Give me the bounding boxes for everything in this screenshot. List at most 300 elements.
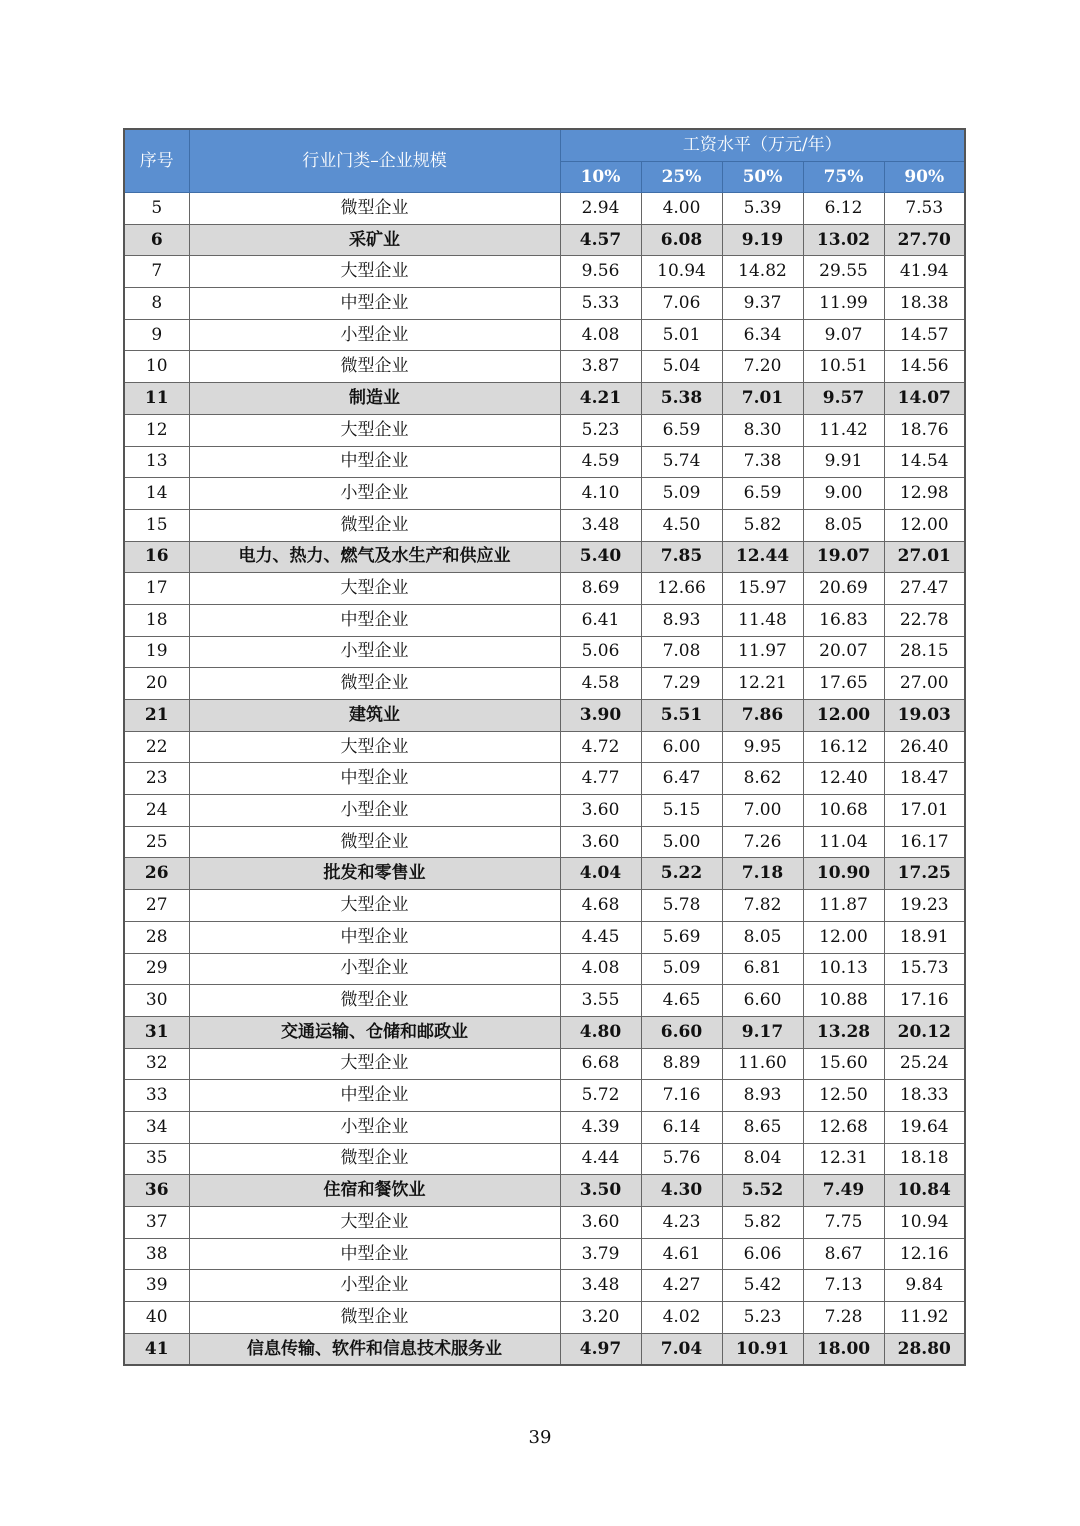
- wage-p90: 18.91: [884, 921, 965, 953]
- table-row: [124, 795, 965, 827]
- wage-p50: 9.19: [722, 224, 803, 256]
- wage-p25: 5.51: [641, 700, 722, 732]
- wage-p50: 7.82: [722, 890, 803, 922]
- wage-p50: 7.86: [722, 700, 803, 732]
- enterprise-scale: 中型企业: [189, 763, 560, 795]
- wage-p50: 8.93: [722, 1080, 803, 1112]
- wage-p50: 5.42: [722, 1270, 803, 1302]
- wage-p50: 5.39: [722, 193, 803, 225]
- table-body: [124, 193, 965, 1366]
- wage-p75: 12.00: [803, 921, 884, 953]
- wage-p25: 5.09: [641, 478, 722, 510]
- wage-p75: 16.12: [803, 731, 884, 763]
- wage-p25: 6.60: [641, 1016, 722, 1048]
- industry-name: 住宿和餐饮业: [189, 1175, 560, 1207]
- wage-p90: 14.56: [884, 351, 965, 383]
- row-serial-number: 13: [124, 446, 189, 478]
- wage-p50: 11.60: [722, 1048, 803, 1080]
- wage-p75: 16.83: [803, 604, 884, 636]
- row-serial-number: 23: [124, 763, 189, 795]
- table-row: [124, 953, 965, 985]
- wage-p75: 8.05: [803, 509, 884, 541]
- wage-p75: 20.69: [803, 573, 884, 605]
- row-serial-number: 31: [124, 1016, 189, 1048]
- wage-p50: 6.60: [722, 985, 803, 1017]
- wage-p50: 10.91: [722, 1333, 803, 1365]
- wage-p75: 11.42: [803, 414, 884, 446]
- wage-p10: 4.08: [560, 319, 641, 351]
- header-p25: 25%: [641, 162, 722, 193]
- row-serial-number: 27: [124, 890, 189, 922]
- row-serial-number: 32: [124, 1048, 189, 1080]
- row-serial-number: 38: [124, 1238, 189, 1270]
- wage-p50: 6.06: [722, 1238, 803, 1270]
- wage-p50: 15.97: [722, 573, 803, 605]
- wage-p90: 12.16: [884, 1238, 965, 1270]
- table-row: [124, 478, 965, 510]
- table-row: [124, 351, 965, 383]
- table-row: [124, 985, 965, 1017]
- wage-p75: 9.07: [803, 319, 884, 351]
- wage-p50: 7.18: [722, 858, 803, 890]
- wage-p50: 6.81: [722, 953, 803, 985]
- wage-p25: 12.66: [641, 573, 722, 605]
- table-row: [124, 446, 965, 478]
- row-serial-number: 41: [124, 1333, 189, 1365]
- wage-p10: 4.04: [560, 858, 641, 890]
- industry-name: 制造业: [189, 383, 560, 415]
- wage-p90: 12.98: [884, 478, 965, 510]
- wage-p25: 8.93: [641, 604, 722, 636]
- wage-p50: 8.05: [722, 921, 803, 953]
- table-row: [124, 193, 965, 225]
- wage-p25: 6.47: [641, 763, 722, 795]
- wage-p75: 15.60: [803, 1048, 884, 1080]
- row-serial-number: 29: [124, 953, 189, 985]
- wage-p10: 4.72: [560, 731, 641, 763]
- wage-p25: 5.00: [641, 826, 722, 858]
- wage-p50: 6.34: [722, 319, 803, 351]
- category-row: [124, 1333, 965, 1365]
- wage-p90: 16.17: [884, 826, 965, 858]
- wage-p90: 17.01: [884, 795, 965, 827]
- wage-p75: 20.07: [803, 636, 884, 668]
- wage-p90: 27.47: [884, 573, 965, 605]
- table-row: [124, 763, 965, 795]
- enterprise-scale: 中型企业: [189, 1238, 560, 1270]
- wage-p90: 15.73: [884, 953, 965, 985]
- wage-p25: 5.22: [641, 858, 722, 890]
- wage-p50: 11.97: [722, 636, 803, 668]
- wage-p90: 19.23: [884, 890, 965, 922]
- wage-p25: 7.06: [641, 288, 722, 320]
- wage-p50: 6.59: [722, 478, 803, 510]
- wage-p25: 7.85: [641, 541, 722, 573]
- wage-p50: 12.44: [722, 541, 803, 573]
- row-serial-number: 19: [124, 636, 189, 668]
- industry-name: 建筑业: [189, 700, 560, 732]
- wage-p90: 18.76: [884, 414, 965, 446]
- wage-p50: 8.62: [722, 763, 803, 795]
- wage-p90: 14.57: [884, 319, 965, 351]
- enterprise-scale: 小型企业: [189, 795, 560, 827]
- enterprise-scale: 小型企业: [189, 1111, 560, 1143]
- wage-p90: 27.00: [884, 668, 965, 700]
- wage-p75: 19.07: [803, 541, 884, 573]
- wage-p90: 17.25: [884, 858, 965, 890]
- row-serial-number: 34: [124, 1111, 189, 1143]
- wage-p10: 3.60: [560, 795, 641, 827]
- wage-p90: 27.01: [884, 541, 965, 573]
- enterprise-scale: 小型企业: [189, 319, 560, 351]
- enterprise-scale: 微型企业: [189, 509, 560, 541]
- enterprise-scale: 小型企业: [189, 1270, 560, 1302]
- wage-p10: 3.50: [560, 1175, 641, 1207]
- wage-p25: 7.08: [641, 636, 722, 668]
- table-row: [124, 1207, 965, 1239]
- table-row: [124, 573, 965, 605]
- wage-p75: 11.87: [803, 890, 884, 922]
- enterprise-scale: 大型企业: [189, 1207, 560, 1239]
- wage-p10: 5.33: [560, 288, 641, 320]
- enterprise-scale: 大型企业: [189, 890, 560, 922]
- wage-p75: 12.68: [803, 1111, 884, 1143]
- wage-p90: 18.38: [884, 288, 965, 320]
- enterprise-scale: 微型企业: [189, 193, 560, 225]
- wage-p90: 7.53: [884, 193, 965, 225]
- row-serial-number: 35: [124, 1143, 189, 1175]
- wage-p10: 4.59: [560, 446, 641, 478]
- table-row: [124, 1302, 965, 1334]
- wage-p75: 7.49: [803, 1175, 884, 1207]
- wage-p90: 26.40: [884, 731, 965, 763]
- wage-p90: 19.64: [884, 1111, 965, 1143]
- wage-p10: 3.48: [560, 1270, 641, 1302]
- wage-p25: 4.50: [641, 509, 722, 541]
- row-serial-number: 5: [124, 193, 189, 225]
- category-row: [124, 1175, 965, 1207]
- table-row: [124, 890, 965, 922]
- wage-p50: 5.23: [722, 1302, 803, 1334]
- row-serial-number: 26: [124, 858, 189, 890]
- wage-p25: 5.69: [641, 921, 722, 953]
- wage-p10: 3.55: [560, 985, 641, 1017]
- wage-p90: 20.12: [884, 1016, 965, 1048]
- table-row: [124, 1143, 965, 1175]
- wage-p10: 6.68: [560, 1048, 641, 1080]
- wage-p90: 12.00: [884, 509, 965, 541]
- wage-p10: 5.06: [560, 636, 641, 668]
- wage-p50: 7.00: [722, 795, 803, 827]
- wage-p25: 5.15: [641, 795, 722, 827]
- wage-p75: 6.12: [803, 193, 884, 225]
- wage-p10: 4.68: [560, 890, 641, 922]
- wage-p90: 18.18: [884, 1143, 965, 1175]
- wage-p10: 4.77: [560, 763, 641, 795]
- wage-p10: 4.57: [560, 224, 641, 256]
- table-row: [124, 921, 965, 953]
- row-serial-number: 25: [124, 826, 189, 858]
- wage-p10: 5.72: [560, 1080, 641, 1112]
- row-serial-number: 30: [124, 985, 189, 1017]
- wage-p75: 13.02: [803, 224, 884, 256]
- wage-p75: 18.00: [803, 1333, 884, 1365]
- row-serial-number: 36: [124, 1175, 189, 1207]
- wage-p10: 3.48: [560, 509, 641, 541]
- wage-p25: 7.16: [641, 1080, 722, 1112]
- row-serial-number: 28: [124, 921, 189, 953]
- wage-p75: 29.55: [803, 256, 884, 288]
- enterprise-scale: 中型企业: [189, 921, 560, 953]
- wage-p10: 4.10: [560, 478, 641, 510]
- wage-p90: 22.78: [884, 604, 965, 636]
- enterprise-scale: 微型企业: [189, 668, 560, 700]
- wage-p25: 6.14: [641, 1111, 722, 1143]
- wage-p90: 18.47: [884, 763, 965, 795]
- row-serial-number: 6: [124, 224, 189, 256]
- industry-name: 批发和零售业: [189, 858, 560, 890]
- wage-p50: 9.95: [722, 731, 803, 763]
- wage-p10: 4.58: [560, 668, 641, 700]
- row-serial-number: 33: [124, 1080, 189, 1112]
- wage-p25: 5.04: [641, 351, 722, 383]
- page-number: 39: [528, 1427, 552, 1448]
- wage-p10: 8.69: [560, 573, 641, 605]
- table-row: [124, 319, 965, 351]
- row-serial-number: 40: [124, 1302, 189, 1334]
- wage-p50: 14.82: [722, 256, 803, 288]
- wage-p90: 10.94: [884, 1207, 965, 1239]
- enterprise-scale: 小型企业: [189, 953, 560, 985]
- industry-name: 信息传输、软件和信息技术服务业: [189, 1333, 560, 1365]
- wage-p75: 7.13: [803, 1270, 884, 1302]
- wage-p75: 10.13: [803, 953, 884, 985]
- table-row: [124, 636, 965, 668]
- wage-p25: 4.00: [641, 193, 722, 225]
- wage-p50: 5.82: [722, 509, 803, 541]
- enterprise-scale: 微型企业: [189, 1143, 560, 1175]
- wage-p75: 11.04: [803, 826, 884, 858]
- table-row: [124, 604, 965, 636]
- wage-p75: 10.90: [803, 858, 884, 890]
- wage-p25: 5.09: [641, 953, 722, 985]
- wage-p75: 9.91: [803, 446, 884, 478]
- header-industry-scale: 行业门类–企业规模: [189, 129, 560, 193]
- row-serial-number: 9: [124, 319, 189, 351]
- row-serial-number: 8: [124, 288, 189, 320]
- wage-p50: 5.82: [722, 1207, 803, 1239]
- wage-p90: 10.84: [884, 1175, 965, 1207]
- wage-p50: 5.52: [722, 1175, 803, 1207]
- table-row: [124, 509, 965, 541]
- enterprise-scale: 微型企业: [189, 985, 560, 1017]
- header-p75: 75%: [803, 162, 884, 193]
- wage-p50: 7.38: [722, 446, 803, 478]
- table-row: [124, 826, 965, 858]
- wage-p75: 7.28: [803, 1302, 884, 1334]
- row-serial-number: 20: [124, 668, 189, 700]
- category-row: [124, 1016, 965, 1048]
- wage-p50: 7.20: [722, 351, 803, 383]
- category-row: [124, 383, 965, 415]
- wage-p90: 9.84: [884, 1270, 965, 1302]
- row-serial-number: 24: [124, 795, 189, 827]
- wage-p10: 4.44: [560, 1143, 641, 1175]
- wage-p25: 5.76: [641, 1143, 722, 1175]
- wage-p90: 28.80: [884, 1333, 965, 1365]
- wage-p90: 19.03: [884, 700, 965, 732]
- wage-p10: 4.80: [560, 1016, 641, 1048]
- wage-p10: 3.90: [560, 700, 641, 732]
- enterprise-scale: 大型企业: [189, 414, 560, 446]
- enterprise-scale: 大型企业: [189, 256, 560, 288]
- wage-p75: 13.28: [803, 1016, 884, 1048]
- row-serial-number: 12: [124, 414, 189, 446]
- industry-name: 采矿业: [189, 224, 560, 256]
- wage-p75: 7.75: [803, 1207, 884, 1239]
- category-row: [124, 858, 965, 890]
- row-serial-number: 10: [124, 351, 189, 383]
- table-row: [124, 256, 965, 288]
- wage-p25: 4.23: [641, 1207, 722, 1239]
- wage-p90: 11.92: [884, 1302, 965, 1334]
- wage-p25: 6.08: [641, 224, 722, 256]
- wage-p90: 17.16: [884, 985, 965, 1017]
- row-serial-number: 21: [124, 700, 189, 732]
- wage-p90: 27.70: [884, 224, 965, 256]
- table-header: [124, 129, 965, 193]
- row-serial-number: 18: [124, 604, 189, 636]
- wage-p25: 5.74: [641, 446, 722, 478]
- wage-p50: 11.48: [722, 604, 803, 636]
- row-serial-number: 7: [124, 256, 189, 288]
- wage-p25: 6.00: [641, 731, 722, 763]
- row-serial-number: 37: [124, 1207, 189, 1239]
- wage-p10: 4.21: [560, 383, 641, 415]
- wage-p25: 10.94: [641, 256, 722, 288]
- wage-table: [123, 128, 966, 1366]
- enterprise-scale: 大型企业: [189, 1048, 560, 1080]
- table-row: [124, 1238, 965, 1270]
- wage-p90: 18.33: [884, 1080, 965, 1112]
- table-row: [124, 1270, 965, 1302]
- category-row: [124, 700, 965, 732]
- wage-p50: 8.04: [722, 1143, 803, 1175]
- wage-p50: 9.17: [722, 1016, 803, 1048]
- wage-p25: 7.29: [641, 668, 722, 700]
- wage-p10: 5.40: [560, 541, 641, 573]
- enterprise-scale: 中型企业: [189, 446, 560, 478]
- table-row: [124, 288, 965, 320]
- wage-p25: 8.89: [641, 1048, 722, 1080]
- wage-p75: 11.99: [803, 288, 884, 320]
- wage-p25: 4.30: [641, 1175, 722, 1207]
- wage-p75: 10.88: [803, 985, 884, 1017]
- enterprise-scale: 中型企业: [189, 1080, 560, 1112]
- wage-p10: 9.56: [560, 256, 641, 288]
- wage-p25: 4.27: [641, 1270, 722, 1302]
- table-row: [124, 414, 965, 446]
- wage-p75: 12.00: [803, 700, 884, 732]
- wage-p90: 41.94: [884, 256, 965, 288]
- header-wage-level: 工资水平（万元/年）: [560, 129, 965, 162]
- wage-p90: 14.07: [884, 383, 965, 415]
- row-serial-number: 39: [124, 1270, 189, 1302]
- table-row: [124, 1080, 965, 1112]
- wage-p75: 8.67: [803, 1238, 884, 1270]
- wage-p75: 10.68: [803, 795, 884, 827]
- enterprise-scale: 中型企业: [189, 604, 560, 636]
- wage-p10: 3.79: [560, 1238, 641, 1270]
- wage-p50: 7.01: [722, 383, 803, 415]
- row-serial-number: 16: [124, 541, 189, 573]
- wage-p75: 12.31: [803, 1143, 884, 1175]
- wage-p25: 4.61: [641, 1238, 722, 1270]
- wage-p10: 3.60: [560, 1207, 641, 1239]
- table-row: [124, 1048, 965, 1080]
- row-serial-number: 11: [124, 383, 189, 415]
- wage-p25: 7.04: [641, 1333, 722, 1365]
- wage-p75: 17.65: [803, 668, 884, 700]
- wage-p50: 8.30: [722, 414, 803, 446]
- wage-p25: 5.78: [641, 890, 722, 922]
- category-row: [124, 541, 965, 573]
- wage-p10: 3.87: [560, 351, 641, 383]
- wage-p75: 9.57: [803, 383, 884, 415]
- wage-p25: 5.38: [641, 383, 722, 415]
- enterprise-scale: 微型企业: [189, 1302, 560, 1334]
- industry-name: 电力、热力、燃气及水生产和供应业: [189, 541, 560, 573]
- wage-p10: 6.41: [560, 604, 641, 636]
- wage-p90: 14.54: [884, 446, 965, 478]
- wage-p50: 8.65: [722, 1111, 803, 1143]
- enterprise-scale: 中型企业: [189, 288, 560, 320]
- row-serial-number: 22: [124, 731, 189, 763]
- header-p10: 10%: [560, 162, 641, 193]
- row-serial-number: 17: [124, 573, 189, 605]
- wage-p10: 4.45: [560, 921, 641, 953]
- wage-p10: 3.60: [560, 826, 641, 858]
- enterprise-scale: 大型企业: [189, 573, 560, 605]
- enterprise-scale: 大型企业: [189, 731, 560, 763]
- enterprise-scale: 微型企业: [189, 351, 560, 383]
- wage-p10: 3.20: [560, 1302, 641, 1334]
- category-row: [124, 224, 965, 256]
- wage-p10: 4.97: [560, 1333, 641, 1365]
- wage-p90: 25.24: [884, 1048, 965, 1080]
- enterprise-scale: 小型企业: [189, 478, 560, 510]
- table-row: [124, 731, 965, 763]
- table-row: [124, 668, 965, 700]
- wage-p50: 9.37: [722, 288, 803, 320]
- table-row: [124, 1111, 965, 1143]
- header-p90: 90%: [884, 162, 965, 193]
- row-serial-number: 15: [124, 509, 189, 541]
- wage-p25: 4.65: [641, 985, 722, 1017]
- wage-p90: 28.15: [884, 636, 965, 668]
- wage-p25: 5.01: [641, 319, 722, 351]
- wage-p10: 5.23: [560, 414, 641, 446]
- wage-p50: 12.21: [722, 668, 803, 700]
- industry-name: 交通运输、仓储和邮政业: [189, 1016, 560, 1048]
- wage-p50: 7.26: [722, 826, 803, 858]
- wage-p75: 12.50: [803, 1080, 884, 1112]
- wage-p75: 12.40: [803, 763, 884, 795]
- wage-p25: 4.02: [641, 1302, 722, 1334]
- wage-p25: 6.59: [641, 414, 722, 446]
- enterprise-scale: 小型企业: [189, 636, 560, 668]
- row-serial-number: 14: [124, 478, 189, 510]
